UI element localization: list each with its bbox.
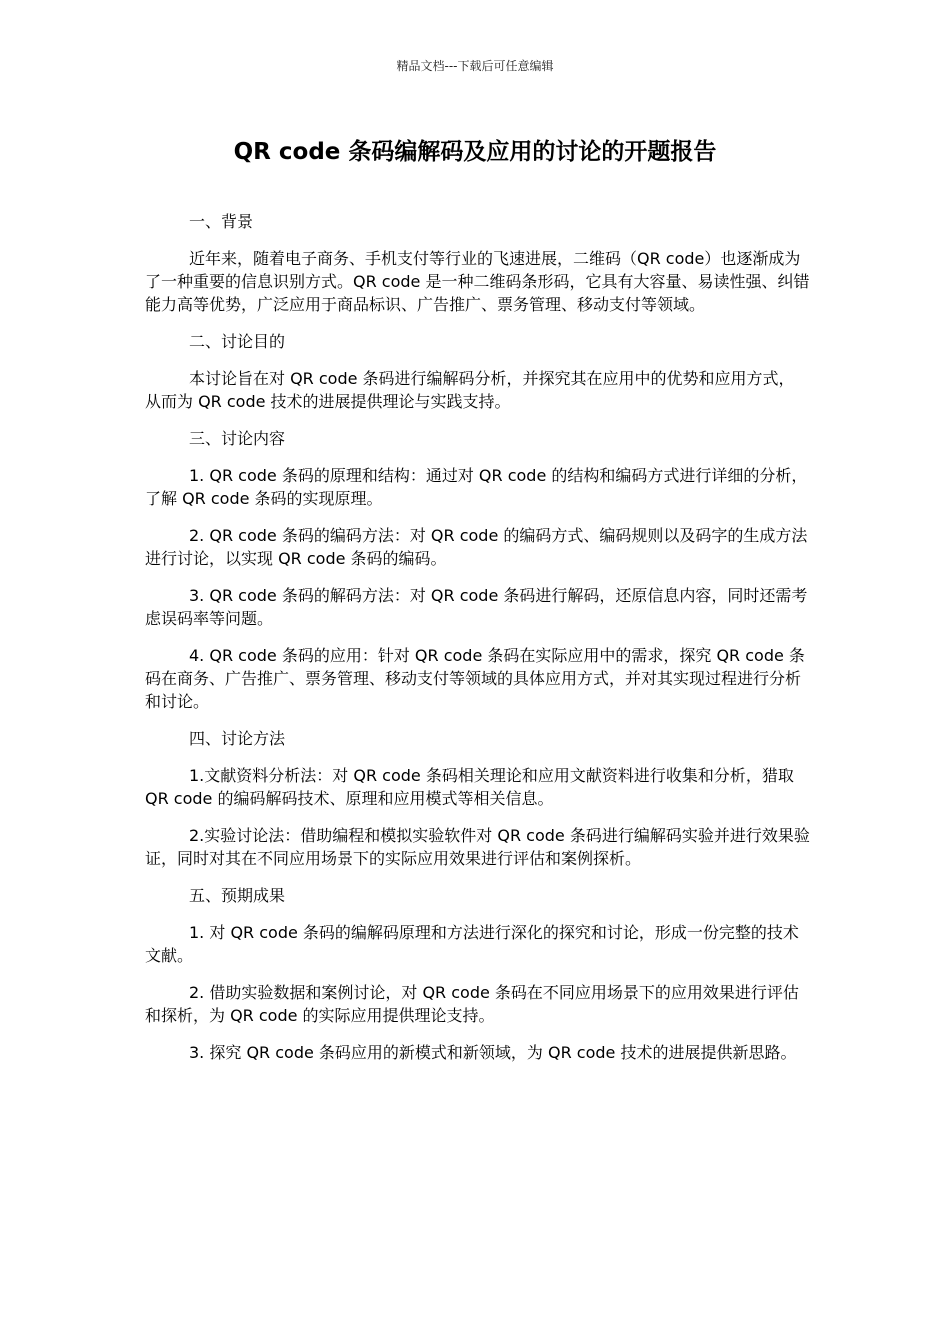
- paragraph-content-2: 2. QR code 条码的编码方法：对 QR code 的编码方式、编码规则以及码字的生成方法进行讨论，以实现 QR code 条码的编码。: [145, 526, 808, 568]
- paragraph-results-2: 2. 借助实验数据和案例讨论，对 QR code 条码在不同应用场景下的应用效果进行评估和探析，为 QR code 的实际应用提供理论支持。: [145, 983, 799, 1025]
- paragraph-method-1: 1.文献资料分析法：对 QR code 条码相关理论和应用文献资料进行收集和分析，猎取 QR code 的编码解码技术、原理和应用模式等相关信息。: [145, 766, 794, 808]
- section-heading-purpose: 二、讨论目的: [189, 332, 286, 351]
- header-note: 精品文档---下载后可任意编辑: [396, 59, 554, 73]
- paragraph-content-1: 1. QR code 条码的原理和结构：通过对 QR code 的结构和编码方式进行详细的分析，了解 QR code 条码的实现原理。: [145, 466, 808, 508]
- section-heading-method: 四、讨论方法: [189, 729, 286, 748]
- paragraph-results-3: 3. 探究 QR code 条码应用的新模式和新领域，为 QR code 技术的进展提供新思路。: [189, 1043, 797, 1062]
- paragraph-purpose: 本讨论旨在对 QR code 条码进行编解码分析，并探究其在应用中的优势和应用方式，从而为 QR code 技术的进展提供理论与实践支持。: [145, 369, 795, 411]
- section-heading-results: 五、预期成果: [189, 886, 286, 905]
- document-title: QR code 条码编解码及应用的讨论的开题报告: [233, 139, 717, 165]
- paragraph-content-4: 4. QR code 条码的应用：针对 QR code 条码在实际应用中的需求，探究 QR code 条码在商务、广告推广、票务管理、移动支付等领域的具体应用方式，并对其实现过程进行分析和讨论。: [145, 646, 805, 711]
- paragraph-background: 近年来，随着电子商务、手机支付等行业的飞速进展，二维码（QR code）也逐渐成为了一种重要的信息识别方式。QR code 是一种二维码条形码，它具有大容量、易读性强、纠错能力高等优势，广泛应用于商品标识、广告推广、票务管理、移动支付等领域。: [145, 249, 810, 314]
- document-body: [145, 210, 810, 1078]
- section-heading-content: 三、讨论内容: [189, 429, 286, 448]
- section-heading-background: 一、背景: [189, 212, 254, 231]
- paragraph-results-1: 1. 对 QR code 条码的编解码原理和方法进行深化的探究和讨论，形成一份完整的技术文献。: [145, 923, 799, 965]
- paragraph-method-2: 2.实验讨论法：借助编程和模拟实验软件对 QR code 条码进行编解码实验并进行效果验证，同时对其在不同应用场景下的实际应用效果进行评估和案例探析。: [145, 826, 810, 868]
- paragraph-content-3: 3. QR code 条码的解码方法：对 QR code 条码进行解码，还原信息内容，同时还需考虑误码率等问题。: [145, 586, 808, 628]
